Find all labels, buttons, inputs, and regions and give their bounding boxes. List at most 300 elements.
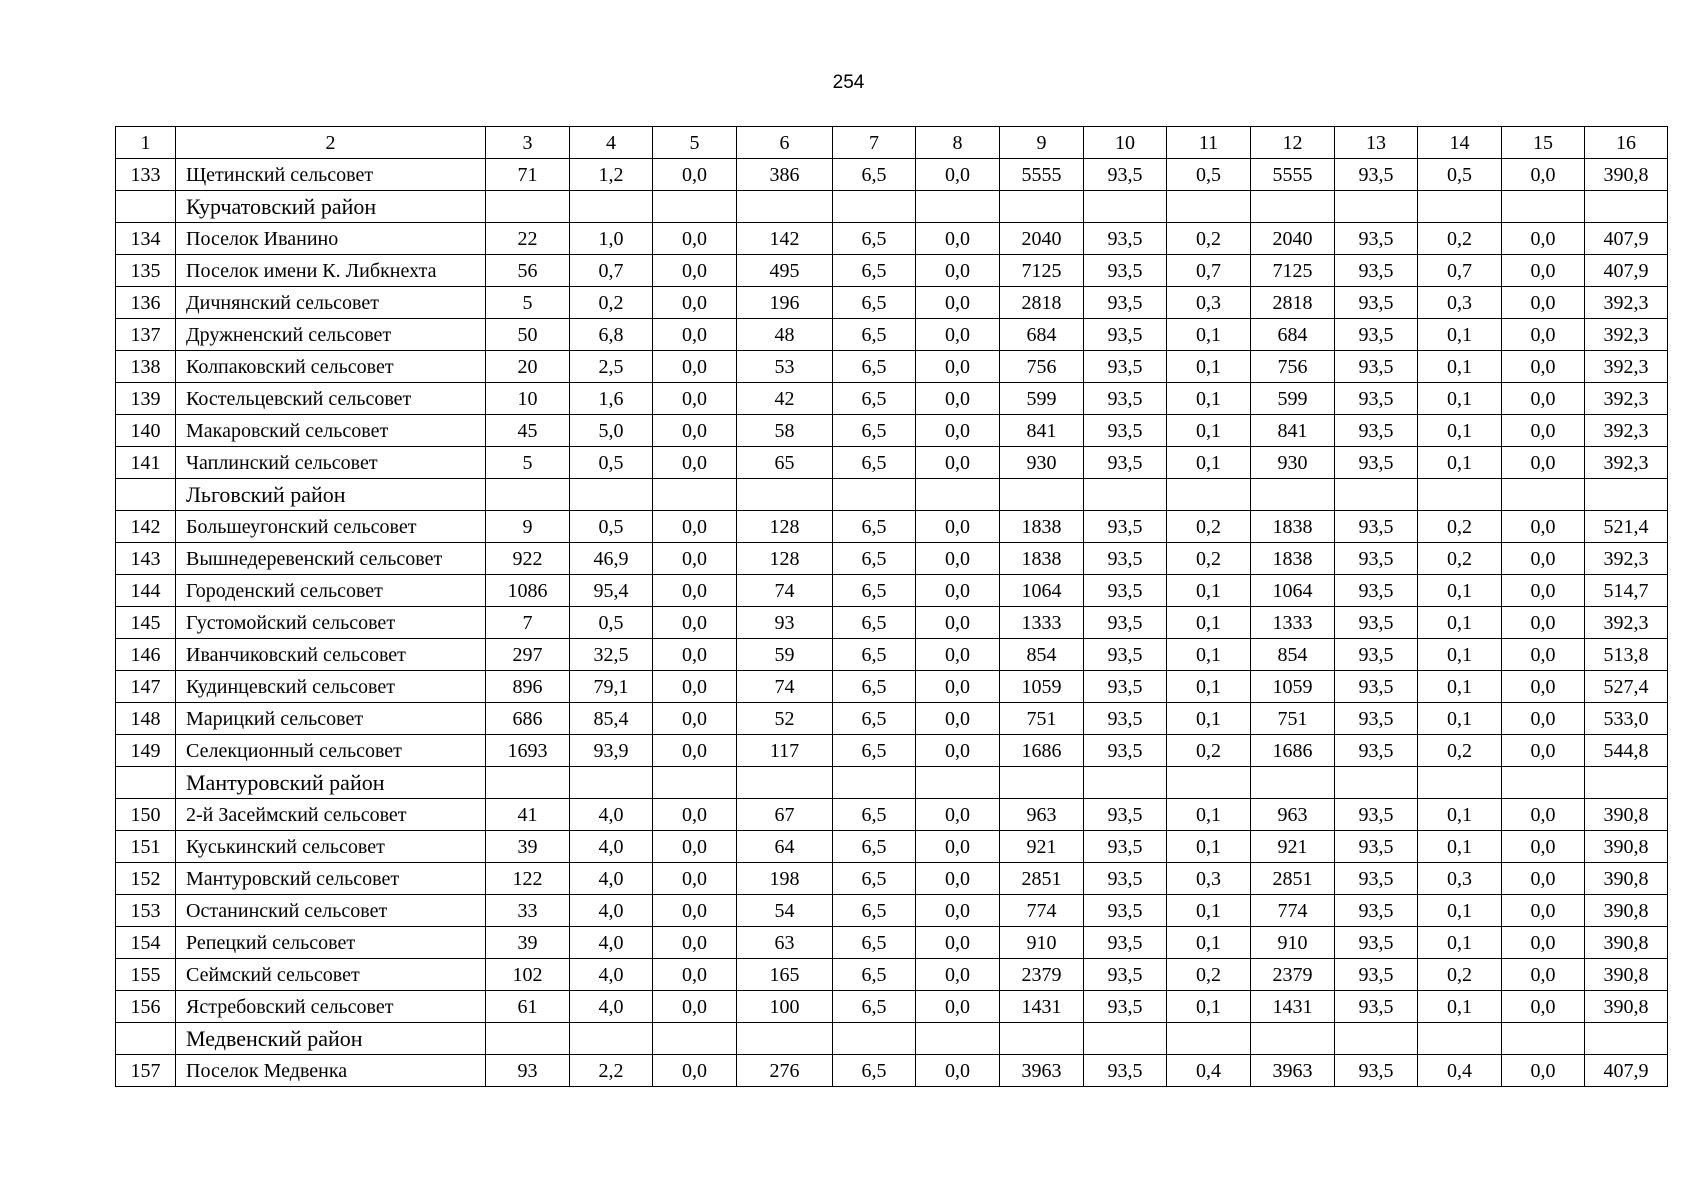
value-cell: 93,5 [1084,223,1167,255]
empty-cell [916,767,1000,799]
value-cell: 196 [737,287,833,319]
row-number-cell: 144 [116,575,176,607]
value-cell: 6,5 [833,447,916,479]
value-cell: 1,0 [570,223,653,255]
value-cell: 0,0 [653,863,737,895]
table-row [116,319,1668,351]
value-cell: 6,5 [833,703,916,735]
value-cell: 0,0 [916,831,1000,863]
value-cell: 0,1 [1167,383,1251,415]
value-cell: 165 [737,959,833,991]
row-number-cell: 147 [116,671,176,703]
header-cell: 1 [116,127,176,159]
empty-cell [1502,191,1585,223]
value-cell: 0,0 [653,959,737,991]
page-number: 254 [832,72,865,93]
settlement-name-cell: Большеугонский сельсовет [176,511,486,543]
value-cell: 0,1 [1167,895,1251,927]
empty-cell [1167,191,1251,223]
data-table [115,126,1668,1087]
value-cell: 527,4 [1585,671,1668,703]
value-cell: 0,0 [1502,735,1585,767]
value-cell: 0,0 [916,1055,1000,1087]
empty-cell [737,767,833,799]
value-cell: 4,0 [570,991,653,1023]
value-cell: 1693 [486,735,570,767]
value-cell: 1064 [1000,575,1084,607]
value-cell: 513,8 [1585,639,1668,671]
value-cell: 392,3 [1585,447,1668,479]
row-number-cell: 143 [116,543,176,575]
value-cell: 0,0 [653,831,737,863]
value-cell: 0,0 [653,383,737,415]
value-cell: 0,3 [1418,863,1502,895]
value-cell: 4,0 [570,863,653,895]
value-cell: 0,1 [1167,607,1251,639]
settlement-name-cell: Поселок имени К. Либкнехта [176,255,486,287]
empty-cell [1585,479,1668,511]
value-cell: 6,5 [833,575,916,607]
value-cell: 6,5 [833,1055,916,1087]
value-cell: 0,5 [570,447,653,479]
empty-cell [1000,479,1084,511]
district-name: Медвенский район [176,1023,486,1055]
value-cell: 5555 [1000,159,1084,191]
value-cell: 93,5 [1084,927,1167,959]
settlement-name-cell: Колпаковский сельсовет [176,351,486,383]
value-cell: 0,0 [1502,287,1585,319]
district-row [116,1023,1668,1055]
value-cell: 198 [737,863,833,895]
value-cell: 6,5 [833,735,916,767]
value-cell: 390,8 [1585,959,1668,991]
value-cell: 59 [737,639,833,671]
value-cell: 93,5 [1084,671,1167,703]
value-cell: 2818 [1000,287,1084,319]
table-row [116,159,1668,191]
row-number-cell: 137 [116,319,176,351]
empty-cell [116,479,176,511]
settlement-name-cell: Сеймский сельсовет [176,959,486,991]
value-cell: 392,3 [1585,319,1668,351]
row-number-cell: 133 [116,159,176,191]
table-row [116,927,1668,959]
value-cell: 2040 [1000,223,1084,255]
empty-cell [1418,1023,1502,1055]
value-cell: 3963 [1251,1055,1335,1087]
value-cell: 0,0 [1502,511,1585,543]
empty-cell [1000,767,1084,799]
value-cell: 0,0 [916,959,1000,991]
value-cell: 93,5 [1084,799,1167,831]
value-cell: 102 [486,959,570,991]
value-cell: 0,2 [1418,735,1502,767]
value-cell: 93,5 [1084,415,1167,447]
value-cell: 93,5 [1084,255,1167,287]
value-cell: 0,2 [1167,959,1251,991]
value-cell: 1686 [1251,735,1335,767]
value-cell: 93,5 [1335,895,1418,927]
table-body [116,127,1668,1087]
value-cell: 93,5 [1084,991,1167,1023]
value-cell: 93,5 [1335,991,1418,1023]
value-cell: 2379 [1000,959,1084,991]
value-cell: 63 [737,927,833,959]
value-cell: 93,5 [1084,159,1167,191]
value-cell: 386 [737,159,833,191]
value-cell: 71 [486,159,570,191]
settlement-name-cell: Поселок Иванино [176,223,486,255]
header-cell: 8 [916,127,1000,159]
value-cell: 910 [1251,927,1335,959]
row-number-cell: 145 [116,607,176,639]
value-cell: 841 [1000,415,1084,447]
value-cell: 79,1 [570,671,653,703]
value-cell: 0,0 [916,927,1000,959]
value-cell: 93,5 [1084,831,1167,863]
empty-cell [653,191,737,223]
value-cell: 0,0 [1502,575,1585,607]
value-cell: 39 [486,831,570,863]
value-cell: 0,0 [653,671,737,703]
value-cell: 0,1 [1167,415,1251,447]
table-row [116,287,1668,319]
empty-cell [916,191,1000,223]
table-row [116,255,1668,287]
value-cell: 45 [486,415,570,447]
value-cell: 20 [486,351,570,383]
row-number-cell: 151 [116,831,176,863]
value-cell: 1431 [1000,991,1084,1023]
value-cell: 54 [737,895,833,927]
empty-cell [1335,767,1418,799]
empty-cell [1084,1023,1167,1055]
empty-cell [486,191,570,223]
settlement-name-cell: Иванчиковский сельсовет [176,639,486,671]
value-cell: 2040 [1251,223,1335,255]
value-cell: 0,0 [653,511,737,543]
settlement-name-cell: Макаровский сельсовет [176,415,486,447]
row-number-cell: 146 [116,639,176,671]
settlement-name-cell: Куськинский сельсовет [176,831,486,863]
value-cell: 5,0 [570,415,653,447]
row-number-cell: 148 [116,703,176,735]
value-cell: 0,0 [653,1055,737,1087]
value-cell: 2379 [1251,959,1335,991]
value-cell: 0,7 [1167,255,1251,287]
empty-cell [833,1023,916,1055]
value-cell: 0,0 [1502,831,1585,863]
value-cell: 6,5 [833,415,916,447]
value-cell: 756 [1000,351,1084,383]
value-cell: 0,0 [653,415,737,447]
value-cell: 6,5 [833,543,916,575]
value-cell: 0,7 [570,255,653,287]
value-cell: 0,1 [1418,895,1502,927]
value-cell: 53 [737,351,833,383]
value-cell: 65 [737,447,833,479]
value-cell: 95,4 [570,575,653,607]
value-cell: 2,5 [570,351,653,383]
empty-cell [1251,767,1335,799]
header-cell: 4 [570,127,653,159]
value-cell: 774 [1251,895,1335,927]
value-cell: 392,3 [1585,351,1668,383]
value-cell: 0,0 [653,639,737,671]
value-cell: 93,5 [1335,831,1418,863]
value-cell: 0,2 [570,287,653,319]
value-cell: 0,0 [1502,415,1585,447]
table-row [116,383,1668,415]
value-cell: 1686 [1000,735,1084,767]
row-number-cell: 150 [116,799,176,831]
value-cell: 0,0 [916,287,1000,319]
value-cell: 392,3 [1585,543,1668,575]
value-cell: 6,5 [833,991,916,1023]
empty-cell [1418,191,1502,223]
header-cell: 16 [1585,127,1668,159]
empty-cell [1585,767,1668,799]
value-cell: 2,2 [570,1055,653,1087]
header-cell: 6 [737,127,833,159]
settlement-name-cell: Репецкий сельсовет [176,927,486,959]
value-cell: 0,0 [916,447,1000,479]
value-cell: 0,1 [1167,703,1251,735]
value-cell: 0,0 [1502,319,1585,351]
settlement-name-cell: Густомойский сельсовет [176,607,486,639]
value-cell: 7 [486,607,570,639]
empty-cell [1084,191,1167,223]
empty-cell [570,767,653,799]
row-number-cell: 142 [116,511,176,543]
value-cell: 48 [737,319,833,351]
value-cell: 5 [486,287,570,319]
value-cell: 0,1 [1418,575,1502,607]
value-cell: 921 [1000,831,1084,863]
value-cell: 6,5 [833,223,916,255]
value-cell: 0,0 [653,319,737,351]
value-cell: 0,4 [1418,1055,1502,1087]
value-cell: 93,5 [1335,511,1418,543]
value-cell: 93,5 [1084,735,1167,767]
empty-cell [1084,479,1167,511]
value-cell: 390,8 [1585,159,1668,191]
table-row [116,575,1668,607]
value-cell: 6,5 [833,319,916,351]
value-cell: 392,3 [1585,607,1668,639]
value-cell: 0,1 [1167,671,1251,703]
value-cell: 6,5 [833,895,916,927]
header-cell: 3 [486,127,570,159]
settlement-name-cell: Селекционный сельсовет [176,735,486,767]
value-cell: 93,5 [1335,351,1418,383]
empty-cell [1167,479,1251,511]
value-cell: 74 [737,671,833,703]
table-row [116,447,1668,479]
table-row [116,415,1668,447]
value-cell: 93 [486,1055,570,1087]
value-cell: 390,8 [1585,863,1668,895]
value-cell: 6,5 [833,863,916,895]
value-cell: 9 [486,511,570,543]
value-cell: 0,0 [1502,351,1585,383]
value-cell: 93,5 [1084,447,1167,479]
value-cell: 514,7 [1585,575,1668,607]
value-cell: 67 [737,799,833,831]
value-cell: 1333 [1000,607,1084,639]
value-cell: 0,0 [916,415,1000,447]
table-row [116,799,1668,831]
value-cell: 93,5 [1335,799,1418,831]
value-cell: 0,0 [1502,255,1585,287]
value-cell: 6,5 [833,607,916,639]
settlement-name-cell: Щетинский сельсовет [176,159,486,191]
value-cell: 0,1 [1167,927,1251,959]
value-cell: 684 [1000,319,1084,351]
value-cell: 1,6 [570,383,653,415]
value-cell: 93,5 [1335,319,1418,351]
value-cell: 93,5 [1084,543,1167,575]
value-cell: 93 [737,607,833,639]
value-cell: 0,0 [916,991,1000,1023]
table-row [116,223,1668,255]
value-cell: 1,2 [570,159,653,191]
value-cell: 6,5 [833,831,916,863]
header-cell: 11 [1167,127,1251,159]
settlement-name-cell: 2-й Засеймский сельсовет [176,799,486,831]
district-row [116,191,1668,223]
value-cell: 142 [737,223,833,255]
row-number-cell: 152 [116,863,176,895]
value-cell: 61 [486,991,570,1023]
value-cell: 854 [1251,639,1335,671]
value-cell: 751 [1251,703,1335,735]
header-cell: 7 [833,127,916,159]
row-number-cell: 134 [116,223,176,255]
table-row [116,735,1668,767]
empty-cell [833,767,916,799]
value-cell: 0,0 [653,703,737,735]
value-cell: 0,0 [916,255,1000,287]
value-cell: 39 [486,927,570,959]
header-cell: 5 [653,127,737,159]
value-cell: 93,5 [1084,703,1167,735]
value-cell: 22 [486,223,570,255]
value-cell: 4,0 [570,831,653,863]
value-cell: 6,5 [833,639,916,671]
value-cell: 93,5 [1084,895,1167,927]
empty-cell [1335,1023,1418,1055]
row-number-cell: 149 [116,735,176,767]
value-cell: 0,0 [653,351,737,383]
empty-cell [653,1023,737,1055]
value-cell: 1059 [1251,671,1335,703]
value-cell: 392,3 [1585,415,1668,447]
value-cell: 93,5 [1335,223,1418,255]
value-cell: 521,4 [1585,511,1668,543]
value-cell: 10 [486,383,570,415]
value-cell: 122 [486,863,570,895]
value-cell: 0,7 [1418,255,1502,287]
empty-cell [737,479,833,511]
header-cell: 10 [1084,127,1167,159]
value-cell: 6,5 [833,255,916,287]
value-cell: 3963 [1000,1055,1084,1087]
value-cell: 0,0 [916,511,1000,543]
table-row [116,639,1668,671]
table-row [116,895,1668,927]
value-cell: 0,3 [1167,863,1251,895]
value-cell: 93,5 [1084,287,1167,319]
row-number-cell: 153 [116,895,176,927]
header-cell: 13 [1335,127,1418,159]
row-number-cell: 139 [116,383,176,415]
value-cell: 896 [486,671,570,703]
value-cell: 0,5 [1418,159,1502,191]
value-cell: 0,0 [916,319,1000,351]
value-cell: 7125 [1000,255,1084,287]
value-cell: 85,4 [570,703,653,735]
value-cell: 0,0 [1502,447,1585,479]
value-cell: 0,2 [1418,511,1502,543]
value-cell: 1086 [486,575,570,607]
value-cell: 392,3 [1585,383,1668,415]
value-cell: 93,5 [1084,383,1167,415]
empty-cell [116,1023,176,1055]
value-cell: 46,9 [570,543,653,575]
value-cell: 0,1 [1418,703,1502,735]
value-cell: 751 [1000,703,1084,735]
empty-cell [570,1023,653,1055]
value-cell: 6,5 [833,959,916,991]
empty-cell [1000,1023,1084,1055]
value-cell: 0,2 [1167,223,1251,255]
value-cell: 390,8 [1585,895,1668,927]
value-cell: 0,0 [1502,383,1585,415]
value-cell: 100 [737,991,833,1023]
value-cell: 0,0 [916,351,1000,383]
value-cell: 544,8 [1585,735,1668,767]
value-cell: 0,0 [1502,703,1585,735]
value-cell: 93,5 [1335,415,1418,447]
value-cell: 922 [486,543,570,575]
value-cell: 276 [737,1055,833,1087]
value-cell: 0,0 [653,287,737,319]
value-cell: 0,1 [1418,319,1502,351]
value-cell: 686 [486,703,570,735]
value-cell: 0,2 [1418,959,1502,991]
value-cell: 0,5 [570,511,653,543]
header-cell: 2 [176,127,486,159]
value-cell: 0,2 [1167,543,1251,575]
value-cell: 93,5 [1335,959,1418,991]
value-cell: 0,0 [653,543,737,575]
value-cell: 0,0 [653,223,737,255]
value-cell: 93,5 [1335,1055,1418,1087]
value-cell: 93,5 [1084,511,1167,543]
empty-cell [1502,767,1585,799]
empty-cell [570,191,653,223]
value-cell: 407,9 [1585,223,1668,255]
value-cell: 0,1 [1167,447,1251,479]
value-cell: 0,1 [1418,991,1502,1023]
value-cell: 963 [1000,799,1084,831]
value-cell: 0,1 [1418,671,1502,703]
value-cell: 0,1 [1418,927,1502,959]
value-cell: 0,0 [916,863,1000,895]
value-cell: 93,5 [1335,255,1418,287]
value-cell: 6,5 [833,799,916,831]
